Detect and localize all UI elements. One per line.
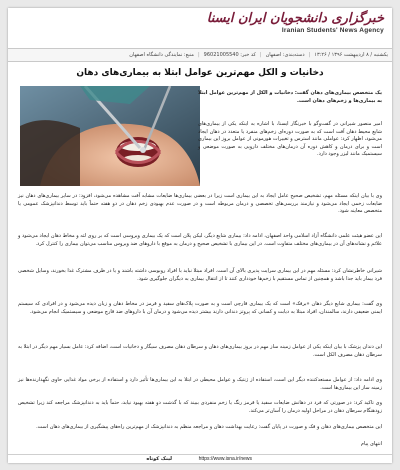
article-lead: یک متخصص بیماری‌های دهان گفت: دخانیات و الکل از مهم‌ترین عوامل ابتلا به بیماری‌ها و زخم‌های دهان است. (198, 90, 382, 104)
short-link-label: لینک کوتاه (146, 456, 172, 462)
news-id: کد خبر: 96021005540 (203, 52, 256, 58)
divider: | (197, 52, 200, 58)
end-of-message: انتهای پیام (360, 441, 382, 447)
article-page (8, 8, 392, 463)
article-paragraph: شیرانی خاطرنشان کرد: مسئله مهم در این بیماری سرایت پذیری بالای آن است. افراد مبتلا نباید با افراد روبوسی داشته باشند و یا در ظرف مشترک غذا بخورند، وسایل شخصی فرد بیمار باید جدا باشد و همچنین از تماس مستقیم با زخم‌ها خودداری کنند تا از انتقال بیماری به دیگران جلوگیری شود. (18, 268, 382, 282)
article-paragraph: این عضو هیئت علمی دانشگاه آزاد اسلامی واحد اصفهان، ادامه داد: بیماری شایع دیگر، لیکن پلان است که یک بیماری ویروسی است که بر روی لثه و مخاط دهان ایجاد می‌شود و علائم و نشانه‌های آن در بیماری‌های مختلف متفاوت است. در این بیماری با تشخیص صحیح و درمان به موقع با داروهای ضد ویروس مناسب می‌توان بیماری را کنترل کرد. (18, 233, 382, 247)
logo-persian-text: خبرگزاری دانشجویان ایران ایسنا (206, 11, 384, 26)
short-link-bar (8, 454, 392, 463)
article-paragraph: امیر منصور شیرانی در گفت‌وگو با خبرنگار ایسنا، با اشاره به اینکه یکی از بیماری‌های شایع محیط دهان آفت است که به صورت دوره‌ای زخم‌های منفرد یا متعدد در دهان ایجاد می‌شود، اظهار کرد: عواملی مانند استرس و تغییرات هورمونی از عوامل بروز این بیماری است و برای درمان و کاهش دوره آن درمان‌های مختلف دارویی به صورت موضعی و سیستمیک مانند لیزر وجود دارد. (198, 121, 382, 158)
divider: | (259, 52, 262, 58)
article-paragraph: وی ادامه داد: از عوامل مستعدکننده دیگر این است، استفاده از ژنتیک و عوامل محیطی در ابتلا به این بیماری‌ها تأثیر دارد و استفاده از برخی مواد غذایی حاوی نگهدارنده‌ها نیز زمینه ساز این بیماری‌ها است. (18, 377, 382, 391)
logo-english-text: Iranian Students' News Agency (281, 27, 384, 34)
article-paragraph: این متخصص بیماری‌های دهان و فک و صورت در پایان گفت: رعایت بهداشت دهان و مراجعه منظم به دندانپزشک از مهم‌ترین راه‌های پیشگیری از بیماری‌های دهان است. (36, 424, 382, 430)
publish-date: یکشنبه / ۸ اردیبهشت ۱۳۹۶ / ۱۳:۲۶ (314, 52, 388, 58)
news-source: منبع: نمایندگی دانشگاه اصفهان (129, 52, 194, 58)
article-photo (20, 86, 200, 186)
service-category[interactable]: دسته‌بندی: اصفهان (265, 52, 305, 58)
site-header (8, 8, 392, 44)
article-title: دخانیات و الکل مهم‌ترین عوامل ابتلا به بیماری‌های دهان (76, 68, 324, 78)
article-paragraph: این دندان پزشک با بیان اینکه یکی از عوامل زمینه ساز مهم در بروز بیماری‌های دهان و سرطان دهان مصرف سیگار و دخانیات است، اضافه کرد: عامل بسیار مهم دیگر در ابتلا به سرطان دهان مصرف الکل است. (18, 344, 382, 358)
article-paragraph: وی با بیان اینکه مسئله مهم، تشخیص صحیح عامل ایجاد به این بیماری است زیرا در بعضی بیماری‌ها ضایعات مشابه آفت مشاهده می‌شود، افزود: در سایر بیماری‌های دهان نیز ضایعات زخمی ایجاد می‌شود و نیازمند بررسی‌های تخصصی و درمان مربوطه است و در صورت عدم بهبودی زخم دهان در دو هفته حتماً باید توسط دندانپزشک عمومی یا متخصص معاینه شود. (18, 193, 382, 215)
article-paragraph: وی تاکید کرد: در صورتی که فرد در دهانش ضایعات سفید یا قرمز رنگ یا زخم منفردی ببیند که با گذشت دو هفته بهبود نیابد، حتماً باید به دندانپزشک مراجعه کند زیرا تشخیص زودهنگام سرطان دهان در مراحل اولیه درمان را آسان‌تر می‌کند. (18, 400, 382, 414)
article-paragraph: وی گفت: بیماری شایع دیگر دهان «برفک» است که یک بیماری قارچی است و به صورت پلاک‌های سفید و قرمز در مخاط دهان و زبان دیده می‌شود و در افرادی که سیستم ایمنی ضعیفی دارند، سالمندان، افراد مبتلا به دیابت و کسانی که پروتز دندانی دارند بیشتر دیده می‌شود و درمان آن با داروهای ضد قارچ موضعی و سیستمیک انجام می‌شود. (18, 301, 382, 315)
article-info-bar (8, 48, 392, 62)
isna-logo[interactable] (207, 11, 384, 34)
short-link-url[interactable]: https://www.isna.ir/news (198, 456, 252, 462)
divider: | (308, 52, 311, 58)
